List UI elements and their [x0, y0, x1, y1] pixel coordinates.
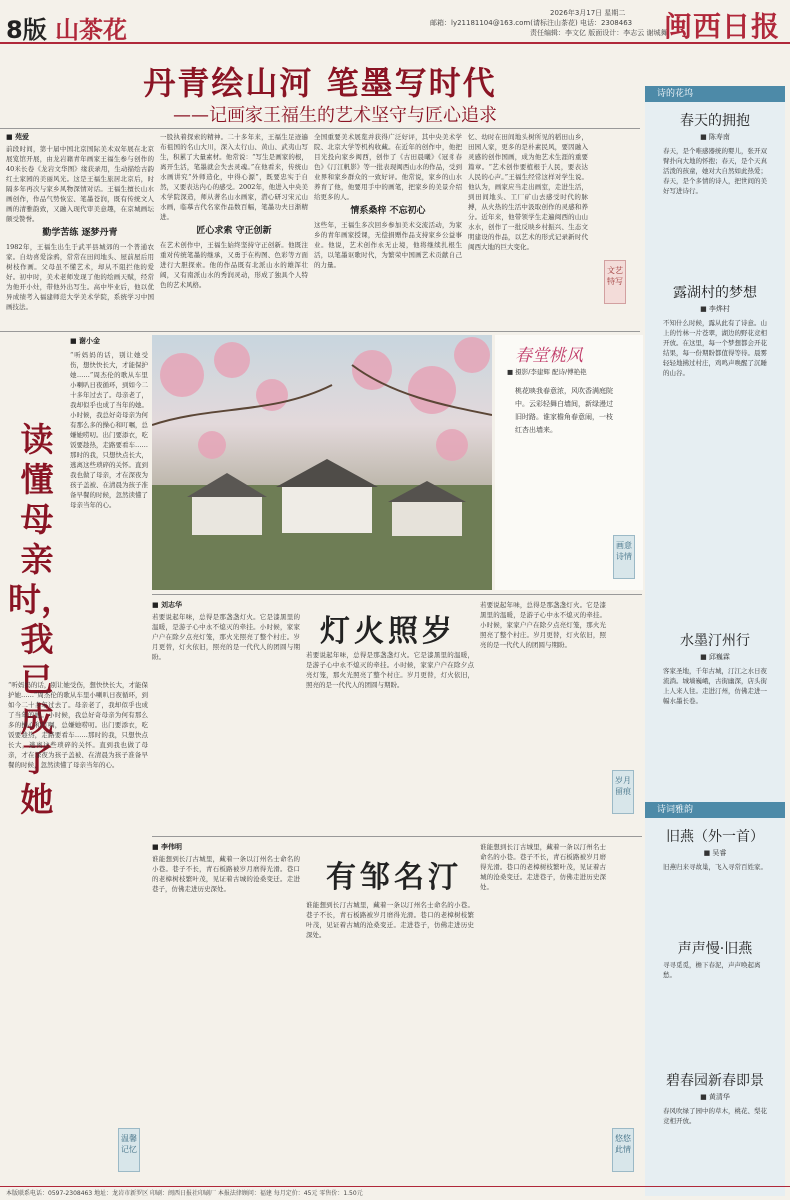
- alley-text: 谁能想到长汀古城里，藏着一条以汀州名士命名的小巷。巷子不长，青石板路被岁月磨得光滑。巷口的老樟树枝繁叶茂，见证着古城的沧桑变迁。走进巷子，仿佛走进历史深处。: [152, 855, 300, 893]
- feeling-stamp: 悠悠此情: [612, 1128, 634, 1172]
- lights-byline: ■ 刘志华: [152, 600, 183, 609]
- lead-section-heading-1: 勤学苦练 逐梦丹青: [42, 228, 118, 238]
- divider: [152, 836, 642, 837]
- lights-text: 若要说起年味，总得是那盏盏灯火。它是漆黑里的温暖，是游子心中永不熄灭的牵挂。小时候，家家户户在除夕点亮灯笼，那火光照亮了整个村庄。岁月更替，灯火依旧，照亮的是一代代人的团圆与期盼。: [152, 613, 300, 661]
- page-number: 8版: [6, 16, 47, 44]
- lead-section-heading-3: 情系桑梓 不忘初心: [350, 206, 426, 216]
- mother-text: “听妈妈的话，别让她受伤，想快快长大，才能保护她……”周杰伦的歌从车里小喇叭日夜循环，到如今二十多年过去了。母亲老了，我却似乎也成了当年的她。小时候，我总好奇母亲为何有那么多的操心和叮嘱，总嫌她唠叨。出门要添衣，吃饭要趁热，走路要看车……那时的我，只想快点长大，逃离这些琐碎的关怀。直到我也做了母亲，才在深夜为孩子盖被、在清晨为孩子准备早餐的时候，忽然读懂了母亲当年的心。: [70, 351, 148, 509]
- lights-column-2: [306, 650, 474, 830]
- sidebar-tag-2: 诗词雅韵: [645, 802, 785, 818]
- poem-stamp: 画意诗情: [613, 535, 635, 579]
- memory-stamp: 温馨记忆: [118, 1128, 140, 1172]
- lead-text-1: 前段时间，第十届中国北京国际美术双年展在北京展览馆开展，由龙岩籍青年画家王福生参与创作的40米长卷《龙岩文华图》缘获录用，生动描绘古韵红土家园的美丽风光。这是王福生旅居北京后，时隔多年再次与家乡风物深情对话。王福生擅长山水画创作，作品气势恢宏、笔墨苍润，既有传统文人画的清雅韵致，又融入现代审美意趣，在京城画坛颇受赞誉。: [6, 145, 154, 223]
- date-line: 2026年3月17日 星期二: [550, 9, 626, 17]
- photo-poem: 桃花映我春意浓，风吹香满庭院中。云彩轻舞白墙间，新绿漫过旧时路。谁家檐角春意闹，一枝红杏出墙来。: [515, 387, 613, 434]
- poem4-text: 旧燕归来寻故巢，飞入寻常百姓家。: [663, 863, 767, 871]
- poem3-author: ■ 邱巍霖: [700, 653, 730, 661]
- lead-text-2b: 在艺术创作中，王福生始终坚持守正创新。他既注重对传统笔墨的继承，又勇于在构图、色彩等方面进行大胆探索。他的作品既有北派山水的雄浑壮阔，又有南派山水的秀润灵动，形成了独具个人特色的艺术风格。: [160, 241, 308, 289]
- lead-text-3b: 这些年，王福生多次回乡参加美术交流活动，为家乡的青年画家授课，无偿捐赠作品支持家乡公益事业。他说，艺术创作永无止境，他将继续扎根生活，以笔墨讴歌时代，为繁荣中国画艺术贡献自己的力量。: [314, 221, 462, 269]
- lead-section-heading-2: 匠心求索 守正创新: [196, 226, 272, 236]
- wenyi-stamp: 文艺特写: [604, 260, 626, 304]
- sidebar-tag-1: 诗的花坞: [645, 86, 785, 102]
- lead-text-4: 忆、幼时在田间地头树所见的稻田山乡，田园人家，更多的是朴素民风，要因融入灵感的创作国画，成为他艺术生涯的重要篇章。“艺术创作要植根于人民，要表达人民的心声。”王福生经常这样对学生说。他认为，画家应当走出画室，走进生活，到田间地头、工厂矿山去感受时代的脉搏，从火热的生活中汲取创作的灵感和养分。近年来，他带领学生走遍闽西的山山水水，创作了一批反映乡村振兴、生态文明建设的作品，以艺术的形式记录新时代闽西大地的巨大变化。: [468, 133, 588, 251]
- lights-text-cont: 若要说起年味，总得是那盏盏灯火。它是漆黑里的温暖，是游子心中永不熄灭的牵挂。小时候，家家户户在除夕点亮灯笼，那火光照亮了整个村庄。岁月更替，灯火依旧，照亮的是一代代人的团圆与期盼。: [306, 651, 474, 689]
- lead-byline: ■ 苑爱: [6, 132, 30, 141]
- poem3-text: 客家圣地，千年古城，汀江之水日夜流淌。城墙巍峨，古街幽深，店头街上人来人往。走进汀州，仿佛走进一幅水墨长卷。: [663, 667, 767, 705]
- poem6-author: ■ 黄清华: [700, 1093, 730, 1101]
- lights-column-1: [152, 600, 300, 830]
- poem2-title: 露湖村的梦想: [673, 285, 757, 301]
- lead-headline: 丹青绘山河 笔墨写时代: [143, 64, 497, 102]
- alley-column-1: [152, 842, 300, 1182]
- poem4-title: 旧燕（外一首）: [666, 829, 764, 845]
- photo-poem-box: [495, 335, 643, 590]
- lead-column-2: [160, 132, 308, 328]
- lead-subtitle: ——记画家王福生的艺术坚守与匠心追求: [173, 105, 497, 126]
- lights-title: 灯火照岁: [320, 614, 456, 649]
- alley-text-cont: 谁能想到长汀古城里，藏着一条以汀州名士命名的小巷。巷子不长，青石板路被岁月磨得光滑。巷口的老樟树枝繁叶茂，见证着古城的沧桑变迁。走进巷子，仿佛走进历史深处。: [306, 901, 474, 939]
- divider: [0, 128, 640, 129]
- divider: [0, 331, 640, 332]
- alley-text-cont2: 谁能想到长汀古城里，藏着一条以汀州名士命名的小巷。巷子不长，青石板路被岁月磨得光滑。巷口的老樟树枝繁叶茂，见证着古城的沧桑变迁。走进巷子，仿佛走进历史深处。: [480, 843, 606, 891]
- poem6-title: 碧春园新春即景: [666, 1073, 764, 1089]
- photo-title: 春堂桃风: [515, 346, 583, 366]
- poem1-title: 春天的拥抱: [680, 113, 750, 129]
- lights-text-cont2: 若要说起年味，总得是那盏盏灯火。它是漆黑里的温暖，是游子心中永不熄灭的牵挂。小时候，家家户户在除夕点亮灯笼，那火光照亮了整个村庄。岁月更替，灯火依旧，照亮的是一代代人的团圆与期盼。: [480, 601, 606, 649]
- mother-column-2: [8, 680, 148, 1180]
- poem4-author: ■ 吴睿: [703, 849, 727, 857]
- poem2-text: 不知什么时候，露从此有了诗意。山上的竹林一片苍翠，湖边的野花竞相开放。在这里，每一个梦想都会开花结果，每一份期盼都值得等待。晨雾轻轻地拂过村庄，鸡鸣声唤醒了沉睡的山谷。: [663, 319, 767, 377]
- masthead: [0, 0, 790, 44]
- editor-line: 责任编辑：李文亿 版面设计：李志云 谢城舞: [530, 29, 668, 37]
- newspaper-logo: 闽西日报: [663, 10, 780, 43]
- divider: [152, 594, 642, 595]
- section-banner: [6, 10, 127, 45]
- poetry-sidebar: [645, 86, 785, 1196]
- mother-text-cont: “听妈妈的话，别让她受伤，想快快长大，才能保护她……”周杰伦的歌从车里小喇叭日夜循环，到如今二十多年过去了。母亲老了，我却似乎也成了当年的她。小时候，我总好奇母亲为何有那么多的操心和叮嘱，总嫌她唠叨。出门要添衣，吃饭要趁热，走路要看车……那时的我，只想快点长大，逃离这些琐碎的关怀。直到我也做了母亲，才在深夜为孩子盖被、在清晨为孩子准备早餐的时候，忽然读懂了母亲当年的心。: [8, 681, 148, 769]
- alley-byline: ■ 李伟明: [152, 842, 183, 851]
- mother-column-1: [70, 350, 148, 670]
- mother-title: 读懂母亲时，我已成了她: [8, 420, 74, 819]
- lead-column-3: [314, 132, 462, 328]
- years-stamp: 岁月留痕: [612, 770, 634, 814]
- poem6-text: 春风吹绿了园中的草木，桃花、梨花竞相开放。: [663, 1107, 767, 1125]
- mother-byline: ■ 谢小金: [70, 336, 101, 345]
- poem1-text: 春天，是个唯感器统的婴儿，张开双臂扑向大地的怀抱；春天，是个天真活泼的孩童，她对大自然如此热爱；春天，是个多情的诗人，把世间的美好写进诗行。: [663, 147, 767, 195]
- lead-text-3: 全国重要美术展览并获得广泛好评，其中央美术学院、北京大学等机构收藏。在近年的创作中，他把目光投向家乡闽西，创作了《古田晨曦》《冠豸春色》《汀江帆影》等一批表现闽西山水的作品，受到业界和家乡群众的一致好评。他常说，家乡的山水养育了他，他要用手中的画笔，把家乡的美景介绍给更多的人。: [314, 133, 462, 201]
- lights-column-3: [480, 600, 606, 830]
- lead-text-1b: 1982年，王福生出生于武平县城郊的一个普通农家。自幼喜爱涂鸦，常常在田间地头、屋前屋后用树枝作画。父母虽不懂艺术，却从不阻拦他的爱好。初中时，美术老师发现了他的绘画天赋，经常为他开小灶，带他外出写生。高中毕业后，他以优异成绩考入福建师范大学美术学院，系统学习中国画技法。: [6, 243, 154, 311]
- photo-illustration: [152, 335, 492, 590]
- alley-title: 有邹名汀: [326, 860, 462, 895]
- lead-column-1: [6, 132, 154, 328]
- peach-blossom-photo: [152, 335, 492, 590]
- section-name: 山茶花: [55, 16, 128, 44]
- lead-column-4: [468, 132, 588, 328]
- alley-column-2: [306, 900, 474, 1182]
- poem3-title: 水墨汀州行: [680, 633, 750, 649]
- lead-text-2: 一股执着探索的精神。二十多年来，王福生足迹遍布祖国的名山大川，深入太行山、黄山、武夷山写生，积累了大量素材。他常说：“写生是画家的根，离开生活，笔墨就会失去灵魂。”在他看来，传统山水画讲究“外师造化，中得心源”，既要忠实于自然，又要表达内心的感受。2002年，他进入中央美术学院深造，师从著名山水画家，潜心研习宋元山水画，临摹古代名家作品数百幅，笔墨功夫日渐精进。: [160, 133, 308, 221]
- footer: 本版联系电话：0597-2308463 地址：龙岩市新罗区 印刷：闽西日报社印刷厂 本报法律顾问：福建 每月定价：45元 零售价：1.50元: [0, 1186, 790, 1200]
- poem5-title: 声声慢·旧燕: [677, 941, 753, 957]
- alley-column-3: [480, 842, 606, 1182]
- poem1-author: ■ 陈寿南: [700, 133, 730, 141]
- contact-line: 邮箱：ly21181104@163.com(请标注山茶花) 电话：2308463: [430, 19, 633, 27]
- photo-credit: ■ 摄影/李建辉 配诗/傅艳艳: [507, 368, 587, 376]
- poem5-text: 寻寻觅觅，檐下春泥，声声唤起离愁。: [663, 961, 761, 979]
- poem2-author: ■ 李烨村: [700, 305, 730, 313]
